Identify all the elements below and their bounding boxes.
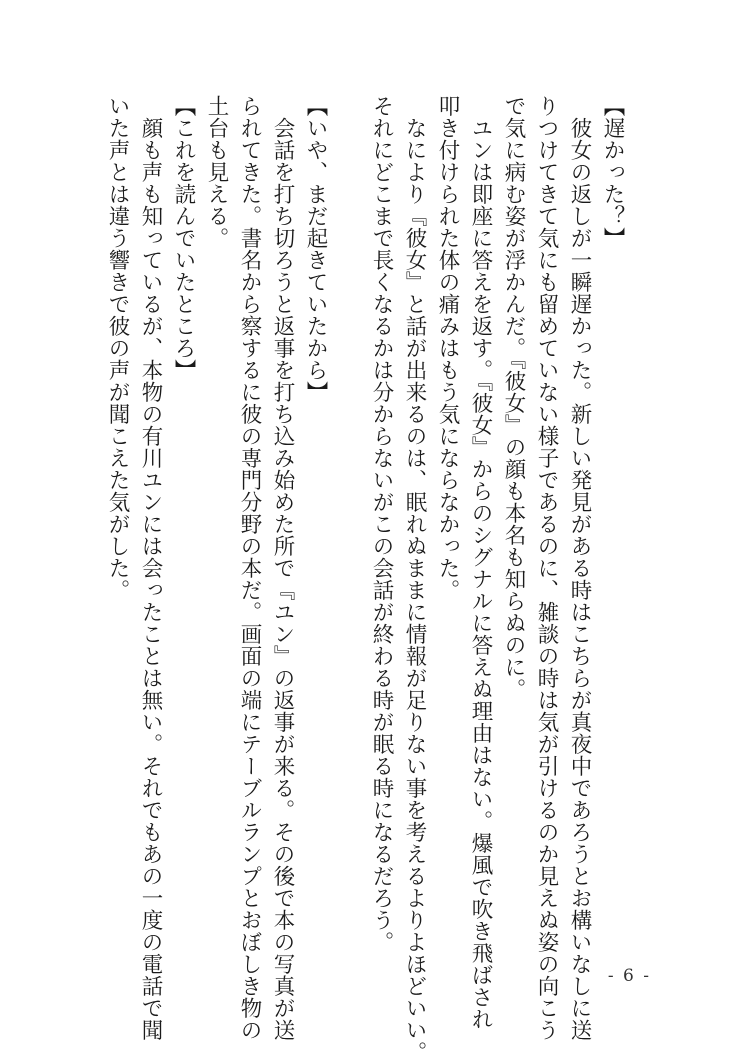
text-line: 土台も見える。 [204, 95, 229, 249]
paragraph-gap [332, 95, 365, 955]
heading-reading: 【これを読んでいたところ】 [171, 95, 196, 381]
text-line: ユンは即座に答えを返す。『彼女』からのシグナルに答えぬ理由はない。爆風で吹き飛ばされ [468, 95, 493, 1031]
text-line: それにどこまで長くなるかは分からないがこの会話が終わる時が眠る時になるだろう。 [369, 95, 394, 953]
text-line: りつけてきて気にも留めていない様子であるのに、雑談の時は気が引けるのか見えぬ姿の向こう [534, 95, 559, 1041]
text-line: で気に病む姿が浮かんだ。『彼女』の顔も本名も知らぬのに。 [501, 95, 526, 701]
text-line: 叩き付けられた体の痛みはもう気にならなかった。 [435, 95, 460, 601]
text-line: いた声とは違う響きで彼の声が聞こえた気がした。 [105, 95, 130, 601]
text-line: 会話を打ち切ろうと返事を打ち込み始めた所で『ユン』の返事が来る。その後で本の写真が送 [270, 95, 295, 1041]
heading-still-awake: 【いや、まだ起きていたから】 [303, 95, 328, 403]
page-number: - 6 - [607, 966, 651, 986]
text-line: 顔も声も知っているが、本物の有川ユンには会ったことは無い。それでもあの一度の電話で聞 [138, 95, 163, 1041]
vertical-text-body [101, 95, 629, 1063]
heading-late: 【遅かった？】 [600, 95, 625, 249]
text-line: なにより『彼女』と話が出来るのは、眠れぬままに情報が足りない事を考えるよりよほどいい。 [402, 95, 427, 1063]
text-line: られてきた。書名から察するに彼の専門分野の本だ。画面の端にテーブルランプとおぼしき物の [237, 95, 262, 1041]
text-line: 彼女の返しが一瞬遅かった。新しい発見がある時はこちらが真夜中であろうとお構いなしに送 [567, 95, 592, 1041]
